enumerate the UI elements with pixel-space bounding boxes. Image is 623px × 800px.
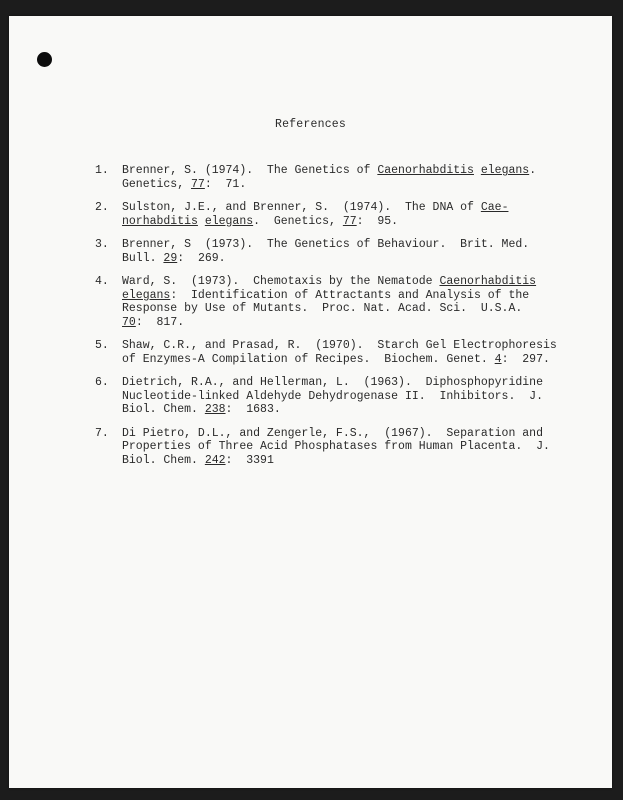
reference-text-segment: : 95. (356, 214, 399, 228)
volume-number: 4 (494, 352, 502, 366)
species-genus: Caenorhabditis (377, 164, 474, 177)
volume-number: 70 (122, 315, 136, 329)
reference-text-segment (474, 164, 481, 177)
reference-number: 4. (95, 275, 109, 288)
reference-text (122, 339, 557, 366)
reference-text (122, 275, 536, 329)
reference-item (95, 238, 575, 265)
reference-number: 2. (95, 201, 109, 214)
reference-text-segment: : 817. (135, 315, 185, 329)
reference-text-segment: Properties of Three Acid Phosphatases from Human Placenta. J. (122, 440, 550, 453)
reference-number: 1. (95, 164, 109, 177)
species-name: elegans (122, 288, 171, 302)
reference-number: 5. (95, 339, 109, 352)
reference-list (95, 164, 575, 477)
species-genus: Cae- (480, 201, 509, 214)
document-page (9, 16, 612, 788)
reference-text-segment: . (529, 164, 537, 177)
reference-item (95, 339, 575, 366)
reference-number: 3. (95, 238, 109, 251)
volume-number: 29 (163, 251, 178, 265)
reference-text (122, 201, 508, 228)
reference-text-segment: : 1683. (225, 403, 281, 416)
reference-text-segment: Genetics, (122, 177, 192, 191)
reference-text-segment: Nucleotide-linked Aldehyde Dehydrogenase II. Inhibitors. J. (122, 389, 543, 403)
reference-text-segment: of Enzymes-A Compilation of Recipes. Biochem. Genet. (122, 352, 495, 366)
volume-number: 242 (204, 453, 226, 467)
reference-text-segment: Dietrich, R.A., and Hellerman, L. (1963). Diphosphopyridine (122, 376, 543, 389)
reference-text-segment: : 297. (501, 352, 550, 366)
reference-text (122, 164, 536, 191)
reference-text-segment: Sulston, J.E., and Brenner, S. (1974). The DNA of (122, 201, 481, 214)
species-genus: norhabditis (122, 214, 198, 228)
volume-number: 77 (191, 177, 205, 191)
reference-item (95, 427, 575, 468)
reference-text-segment: Ward, S. (1973). Chemotaxis by the Nematode (122, 275, 440, 288)
reference-text-segment: Biol. Chem. (122, 453, 205, 467)
reference-text-segment: Di Pietro, D.L., and Zengerle, F.S., (1967). Separation and (122, 426, 543, 440)
reference-text (122, 427, 550, 468)
reference-number: 7. (95, 426, 109, 440)
reference-text-segment: Bull. (122, 251, 164, 265)
reference-text-segment: : 71. (204, 177, 247, 191)
volume-number: 238 (204, 403, 226, 416)
reference-text-segment: Biol. Chem. (122, 403, 205, 416)
reference-item (95, 201, 575, 228)
reference-item (95, 275, 575, 329)
page-title: References (274, 118, 346, 131)
reference-text-segment: : Identification of Attractants and Analysis of the (170, 288, 530, 302)
reference-text-segment: Shaw, C.R., and Prasad, R. (1970). Starch Gel Electrophoresis (122, 339, 557, 352)
reference-number: 6. (95, 376, 109, 389)
reference-text (122, 376, 543, 417)
species-genus: Caenorhabditis (439, 275, 537, 288)
species-name: elegans (480, 164, 530, 177)
volume-number: 77 (342, 214, 357, 228)
species-name: elegans (204, 214, 254, 228)
binder-hole (37, 52, 52, 67)
reference-item (95, 376, 575, 417)
reference-text-segment: Response by Use of Mutants. Proc. Nat. Acad. Sci. U.S.A. (122, 302, 523, 315)
reference-text-segment: Brenner, S (1973). The Genetics of Behaviour. Brit. Med. (122, 238, 530, 251)
reference-text-segment: : 269. (177, 251, 226, 265)
reference-text-segment (198, 215, 205, 228)
reference-text-segment: Brenner, S. (1974). The Genetics of (122, 164, 378, 177)
reference-text (122, 238, 529, 265)
reference-text-segment: : 3391 (225, 453, 274, 467)
reference-item (95, 164, 575, 191)
reference-text-segment: . Genetics, (253, 214, 343, 228)
